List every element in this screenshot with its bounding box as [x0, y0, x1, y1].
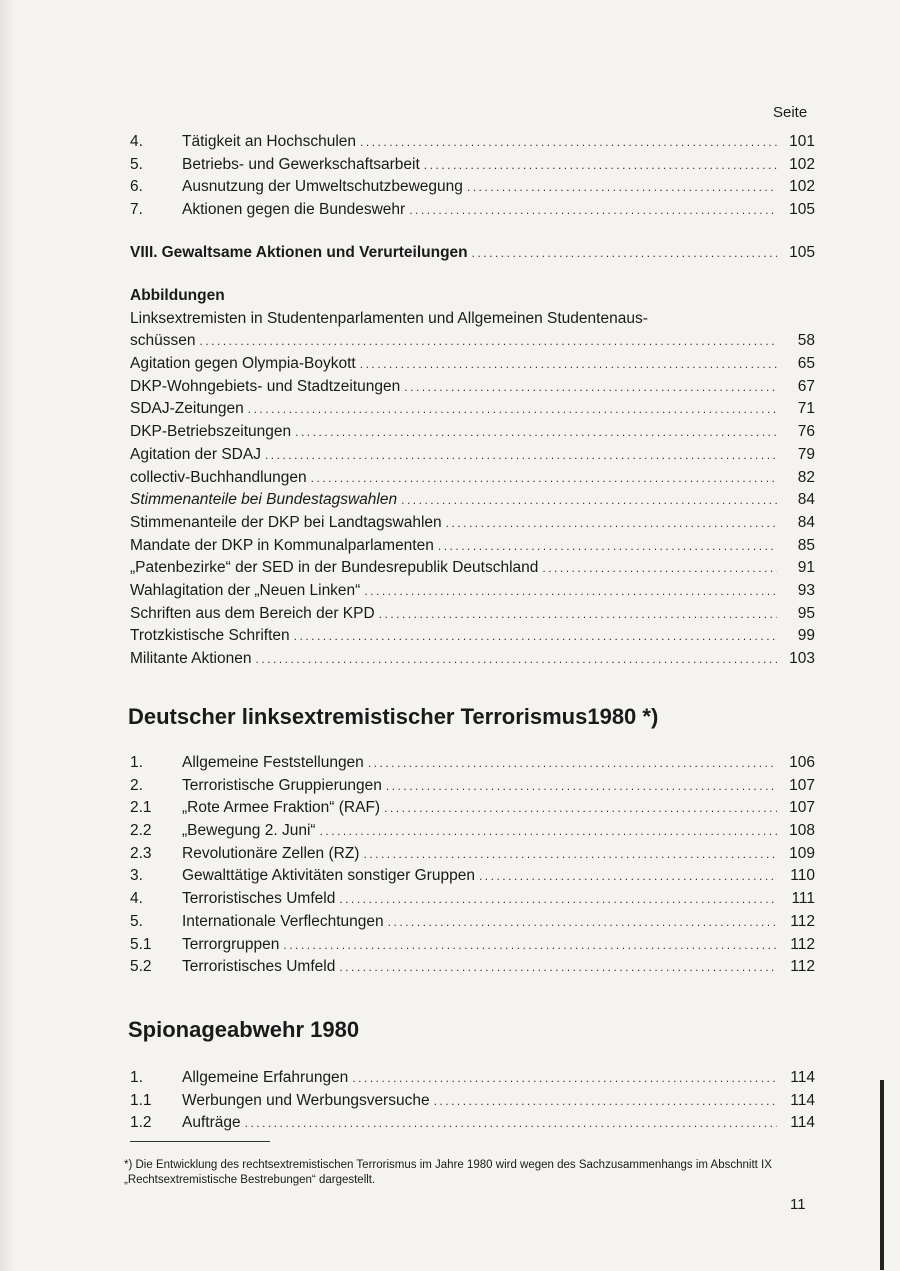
leader-dots [379, 603, 777, 626]
toc-entry [130, 843, 815, 866]
toc-section-activities [130, 131, 815, 222]
toc-entry [130, 444, 815, 467]
scan-edge [880, 1080, 884, 1270]
toc-entry-label: Aktionen gegen die Bundeswehr [182, 201, 406, 219]
toc-entry-page: 101 [789, 133, 815, 150]
footnote: *) Die Entwicklung des rechtsextremistischen Terrorismus im Jahre 1980 wird wegen des Sachzusammenhangs im Abschnitt IX „Rechtsextremistische Bestrebungen“ dargestellt. [124, 1159, 772, 1186]
toc-entry-label: „Bewegung 2. Juni“ [182, 822, 316, 840]
toc-entry-number: 2.3 [130, 844, 152, 862]
toc-entry-label: Revolutionäre Zellen (RZ) [182, 844, 360, 862]
leader-dots [311, 467, 777, 490]
toc-entry-page: 112 [790, 912, 815, 930]
leader-dots [265, 444, 777, 467]
toc-entry-number: 1. [130, 754, 143, 771]
leader-dots [364, 580, 777, 603]
leader-dots [368, 752, 777, 775]
leader-dots [388, 911, 777, 934]
toc-entry-number: 4. [130, 133, 143, 150]
toc-entry-label: „Rote Armee Fraktion“ (RAF) [182, 799, 381, 817]
toc-entry-label: Betriebs- und Gewerkschaftsarbeit [182, 155, 420, 173]
toc-entry-page: 71 [797, 400, 815, 418]
toc-entry-page: 105 [789, 244, 815, 261]
toc-entry-label: Allgemeine Erfahrungen [182, 1069, 349, 1086]
toc-section-terrorismus [130, 752, 815, 979]
toc-entry-page: 102 [789, 178, 815, 196]
toc-entry-page: 109 [789, 844, 815, 862]
toc-entry [130, 888, 815, 911]
leader-dots [404, 376, 777, 399]
toc-entry-label: Militante Aktionen [130, 650, 252, 667]
toc-entry-label: DKP-Betriebszeitungen [130, 423, 292, 441]
scan-shadow [0, 0, 14, 1271]
toc-entry [130, 176, 815, 199]
toc-entry [130, 398, 815, 421]
toc-entry-number: 5.1 [130, 935, 152, 953]
toc-entry [130, 603, 815, 626]
toc-entry-label: collectiv-Buchhandlungen [130, 468, 307, 486]
toc-entry-page: 93 [797, 581, 815, 599]
toc-section-spionageabwehr [130, 1067, 815, 1135]
toc-entry-label: DKP-Wohngebiets- und Stadtzeitungen [130, 377, 401, 395]
toc-entry [130, 467, 815, 490]
toc-entry-page: 105 [789, 201, 815, 219]
toc-entry-label: Trotzkistische Schriften [130, 627, 290, 645]
leader-dots [438, 535, 777, 558]
toc-entry-number: 6. [130, 178, 143, 196]
leader-dots [245, 1112, 777, 1135]
leader-dots [352, 1067, 777, 1090]
leader-dots [199, 330, 777, 353]
toc-entry-label: SDAJ-Zeitungen [130, 400, 244, 418]
toc-entry [130, 648, 815, 671]
toc-entry-label: Agitation gegen Olympia-Boykott [130, 355, 356, 373]
toc-entry [130, 199, 815, 222]
toc-entry [130, 1112, 815, 1135]
toc-entry-label: Stimmenanteile der DKP bei Landtagswahlen [130, 513, 442, 531]
toc-entry [130, 797, 815, 820]
leader-dots [283, 934, 777, 957]
footnote-divider [130, 1141, 270, 1142]
toc-entry-page: 99 [797, 627, 815, 645]
toc-entry-label: Wahlagitation der „Neuen Linken“ [130, 581, 361, 599]
leader-dots [363, 843, 777, 866]
toc-entry-page: 95 [797, 604, 815, 622]
toc-entry [130, 911, 815, 934]
toc-entry [130, 752, 815, 775]
toc-entry-page: 84 [797, 491, 815, 509]
toc-entry-page: 111 [791, 890, 815, 908]
toc-entry-page: 91 [797, 559, 815, 577]
toc-entry [130, 1067, 815, 1090]
toc-entry-label: Linksextremisten in Studentenparlamenten und Allgemeinen Studentenaus- [130, 309, 648, 327]
leader-dots [294, 625, 777, 648]
page-number: 11 [790, 1196, 806, 1213]
section-heading-spionageabwehr: Spionageabwehr 1980 [128, 1017, 360, 1042]
toc-entry-page: 65 [797, 355, 815, 373]
leader-dots [434, 1090, 777, 1113]
toc-entry-number: 3. [130, 867, 143, 885]
toc-entry-label: Internationale Verflechtungen [182, 912, 384, 930]
toc-entry-page: 84 [797, 513, 815, 531]
toc-entry-page: 102 [789, 155, 815, 173]
section-heading-terrorismus: Deutscher linksextremistischer Terrorismus1980 *) [128, 704, 659, 729]
toc-entry-number: 1.1 [130, 1091, 152, 1109]
toc-entry-label: schüssen [130, 332, 196, 350]
leader-dots [479, 865, 777, 888]
leader-dots [401, 489, 777, 512]
toc-entry-label: Terroristisches Umfeld [182, 890, 336, 908]
toc-entry-label: Terrorgruppen [182, 935, 280, 953]
toc-entry-label: Ausnutzung der Umweltschutzbewegung [182, 178, 463, 196]
toc-entry-label: Terroristisches Umfeld [182, 958, 336, 976]
toc-entry-number: 2.1 [130, 799, 152, 817]
toc-entry-page: 114 [790, 1114, 815, 1132]
toc-entry-label: „Patenbezirke“ der SED in der Bundesrepublik Deutschland [130, 559, 539, 577]
leader-dots [360, 353, 777, 376]
toc-entry-label: Schriften aus dem Bereich der KPD [130, 604, 375, 622]
toc-entry-page: 112 [790, 958, 815, 976]
toc-entry-page: 85 [797, 536, 815, 554]
toc-entry [130, 625, 815, 648]
leader-dots [409, 199, 777, 222]
toc-entry [130, 557, 815, 580]
toc-entry [130, 865, 815, 888]
leader-dots [295, 421, 777, 444]
toc-section-viii [130, 242, 815, 265]
toc-entry-number: 4. [130, 890, 143, 908]
leader-dots [467, 176, 777, 199]
toc-entry-label: Mandate der DKP in Kommunalparlamenten [130, 536, 434, 554]
toc-entry [130, 330, 815, 353]
toc-entry-label: Tätigkeit an Hochschulen [182, 133, 357, 150]
leader-dots [339, 956, 777, 979]
leader-dots [339, 888, 777, 911]
toc-entry [130, 580, 815, 603]
section-heading [130, 285, 815, 308]
toc-entry [130, 131, 815, 154]
leader-dots [384, 797, 777, 820]
toc-entry-page: 103 [789, 650, 815, 667]
toc-entry [130, 934, 815, 957]
toc-entry-label: Agitation der SDAJ [130, 445, 261, 463]
toc-entry-number: 5. [130, 912, 143, 930]
toc-entry-number: 1. [130, 1069, 143, 1086]
leader-dots [472, 242, 777, 265]
abbildungen-heading: Abbildungen [130, 287, 225, 304]
toc-entry [130, 242, 815, 265]
toc-entry-number: 5.2 [130, 958, 152, 976]
toc-entry-page: 58 [797, 332, 815, 350]
toc-entry [130, 154, 815, 177]
leader-dots [542, 557, 777, 580]
toc-entry-label: Stimmenanteile bei Bundestagswahlen [130, 491, 398, 509]
toc-entry-page: 82 [797, 468, 815, 486]
toc-entry [130, 489, 815, 512]
toc-entry [130, 956, 815, 979]
toc-entry-page: 106 [789, 754, 815, 771]
toc-entry-label: Allgemeine Feststellungen [182, 754, 364, 771]
leader-dots [360, 131, 777, 154]
toc-entry-page: 112 [790, 935, 815, 953]
toc-entry-page: 110 [790, 867, 815, 885]
toc-entry-page: 67 [797, 377, 815, 395]
toc-entry-label: Gewaltsame Aktionen und Verurteilungen [161, 244, 468, 261]
leader-dots [256, 648, 778, 671]
toc-entry-number: 7. [130, 201, 143, 219]
leader-dots [320, 820, 777, 843]
toc-entry [130, 512, 815, 535]
toc-entry [130, 1090, 815, 1113]
page-column-header: Seite [773, 104, 808, 121]
toc-entry-label: Gewalttätige Aktivitäten sonstiger Gruppen [182, 867, 475, 885]
toc-entry [130, 535, 815, 558]
toc-entry-page: 114 [790, 1091, 815, 1109]
toc-entry [130, 353, 815, 376]
toc-entry-page: 107 [789, 776, 815, 794]
toc-entry [130, 775, 815, 798]
toc-entry-number: 2.2 [130, 822, 152, 840]
leader-dots [248, 398, 777, 421]
toc-entry-page: 76 [797, 423, 815, 441]
toc-entry-page: 107 [789, 799, 815, 817]
toc-entry-page: 108 [789, 822, 815, 840]
toc-entry [130, 376, 815, 399]
toc-entry-label: VIII. [130, 244, 158, 261]
toc-entry-number: 5. [130, 155, 143, 173]
toc-entry-number: 1.2 [130, 1114, 152, 1132]
toc-entry [130, 421, 815, 444]
toc-entry-label: Werbungen und Werbungsversuche [182, 1091, 430, 1109]
toc-entry-label: Terroristische Gruppierungen [182, 776, 382, 794]
toc-entry [130, 820, 815, 843]
toc-entry-page: 114 [790, 1069, 815, 1086]
leader-dots [424, 154, 777, 177]
toc-section-abbildungen [130, 285, 815, 671]
leader-dots [386, 775, 777, 798]
toc-entry-page: 79 [797, 445, 815, 463]
toc-entry-number: 2. [130, 776, 143, 794]
toc-entry-label: Aufträge [182, 1114, 241, 1132]
leader-dots [446, 512, 777, 535]
